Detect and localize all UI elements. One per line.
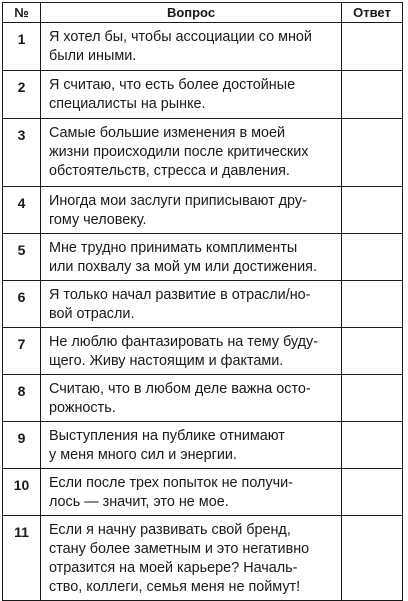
row-number: 10 [3,469,41,516]
row-question: Мне трудно принимать комплименты или похвалу за мой ум или достижения. [41,234,342,281]
row-question: Считаю, что в любом деле важна осто- рожность. [41,375,342,422]
answer-cell[interactable] [342,516,403,601]
answer-cell[interactable] [342,328,403,375]
row-number: 11 [3,516,41,601]
table-row [3,23,403,71]
row-question: Если я начну развивать свой бренд, стану более заметным и это негативно отразится на моей карьере? Началь- ство, коллеги, семья меня не поймут! [41,516,342,601]
row-number: 1 [3,23,41,71]
row-question: Я только начал развитие в отрасли/но- вой отрасли. [41,281,342,328]
row-number: 4 [3,187,41,234]
table-row [3,422,403,469]
row-question: Самые большие изменения в моей жизни происходили после критических обстоятельств, стресса и давления. [41,119,342,187]
table-row [3,281,403,328]
answer-cell[interactable] [342,234,403,281]
row-question: Выступления на публике отнимают у меня много сил и энергии. [41,422,342,469]
table-row [3,375,403,422]
table-row [3,187,403,234]
row-question: Иногда мои заслуги приписывают дру- гому человеку. [41,187,342,234]
row-question: Если после трех попыток не получи- лось — значит, это не мое. [41,469,342,516]
answer-cell[interactable] [342,23,403,71]
header-answer: Ответ [342,3,403,23]
table-row [3,71,403,119]
answer-cell[interactable] [342,119,403,187]
table-row [3,234,403,281]
row-number: 9 [3,422,41,469]
header-row [3,3,403,23]
header-number: № [3,3,41,23]
table-row [3,516,403,601]
row-number: 3 [3,119,41,187]
answer-cell[interactable] [342,71,403,119]
row-number: 7 [3,328,41,375]
row-number: 2 [3,71,41,119]
table-row [3,469,403,516]
row-number: 5 [3,234,41,281]
row-question: Я считаю, что есть более достойные специалисты на рынке. [41,71,342,119]
questionnaire-table [2,2,403,601]
answer-cell[interactable] [342,281,403,328]
row-number: 6 [3,281,41,328]
answer-cell[interactable] [342,422,403,469]
row-number: 8 [3,375,41,422]
row-question: Я хотел бы, чтобы ассоциации со мной были иными. [41,23,342,71]
table-row [3,328,403,375]
row-question: Не люблю фантазировать на тему буду- щего. Живу настоящим и фактами. [41,328,342,375]
answer-cell[interactable] [342,187,403,234]
table-row [3,119,403,187]
header-question: Вопрос [41,3,342,23]
questionnaire [2,2,403,601]
answer-cell[interactable] [342,469,403,516]
answer-cell[interactable] [342,375,403,422]
